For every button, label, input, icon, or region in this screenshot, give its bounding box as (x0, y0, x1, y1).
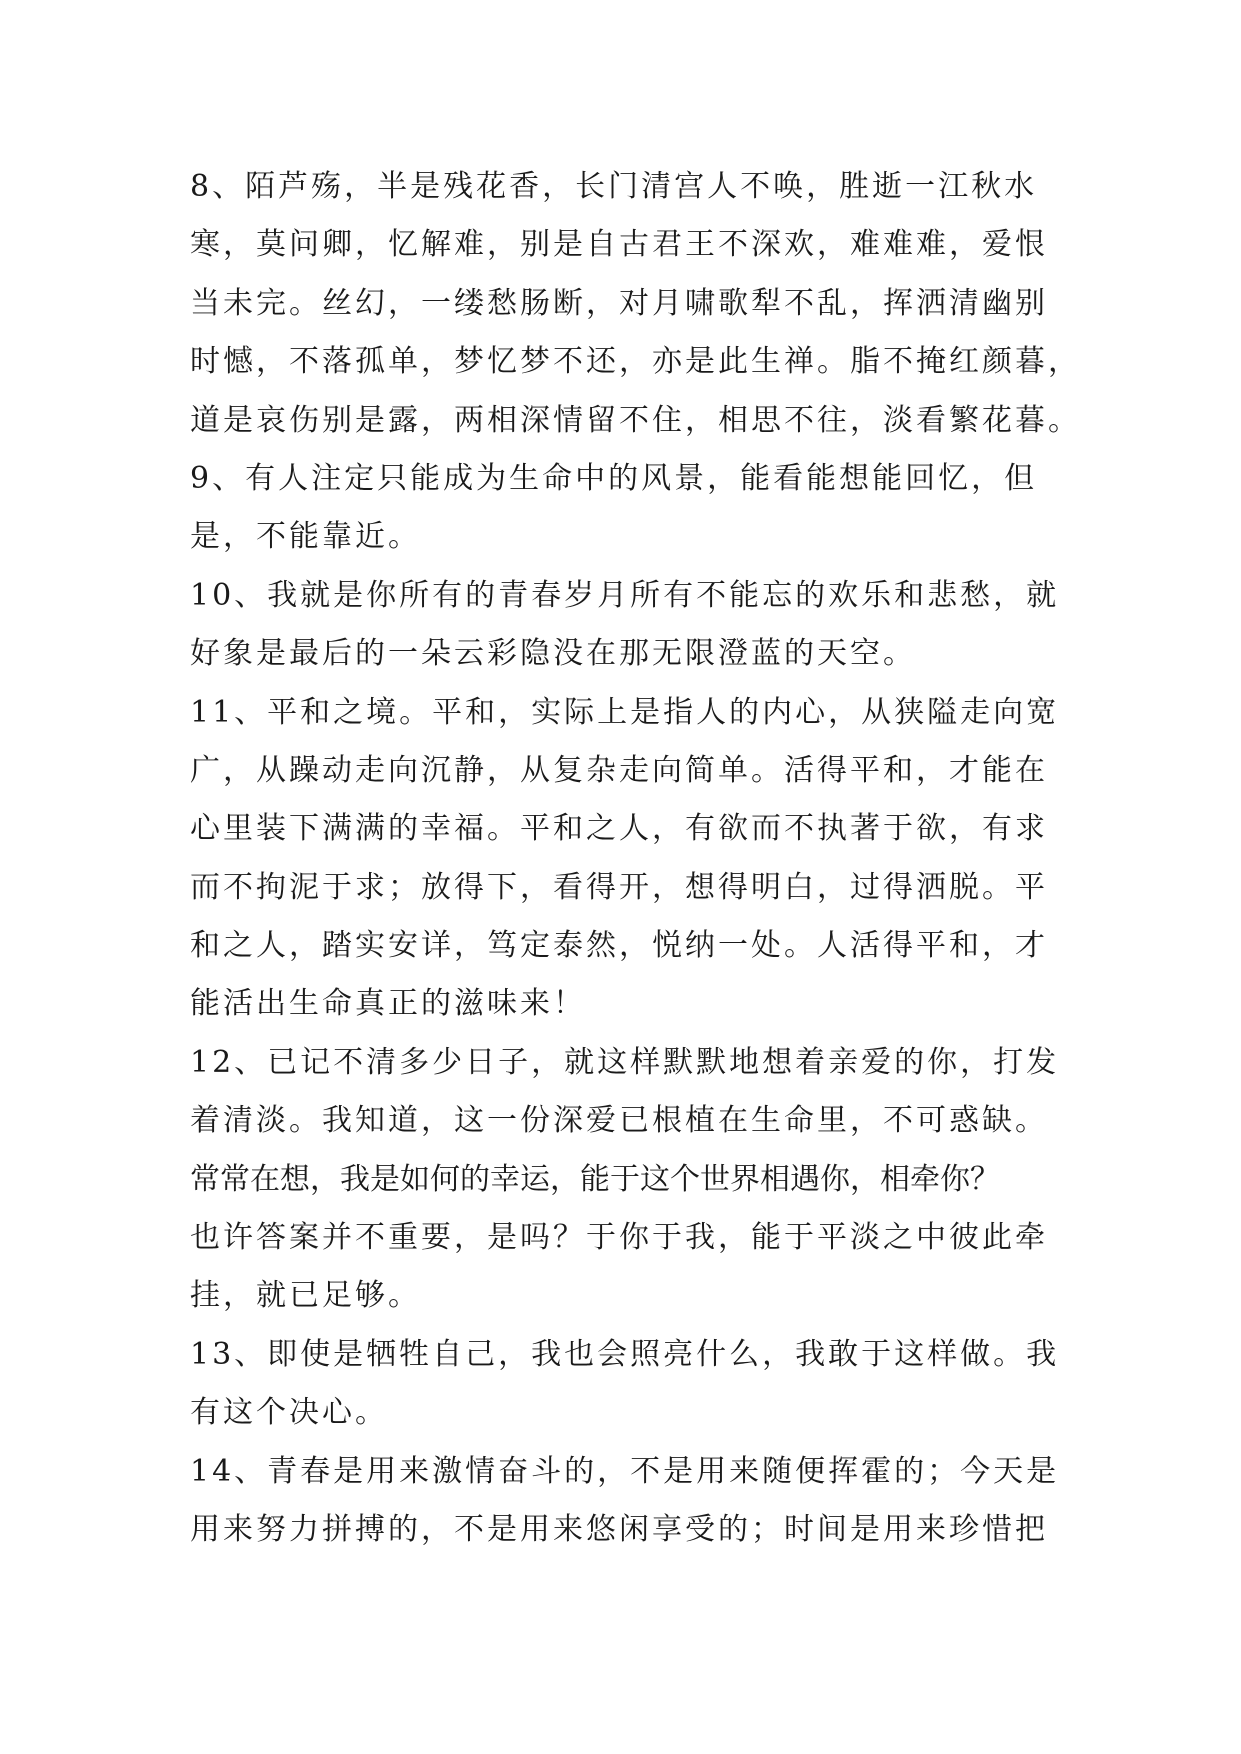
text-line: 也许答案并不重要，是吗？于你于我，能于平淡之中彼此牵 (190, 1220, 1048, 1256)
text-line: 能活出生命真正的滋味来！ (190, 986, 586, 1022)
text-line: 9、有人注定只能成为生命中的风景，能看能想能回忆，但 (190, 460, 1038, 496)
text-line: 是，不能靠近。 (190, 519, 421, 555)
text-line: 道是哀伤别是露，两相深情留不住，相思不往，淡看繁花暮。 (190, 402, 1081, 438)
text-line: 而不拘泥于求；放得下，看得开，想得明白，过得洒脱。平 (190, 869, 1048, 905)
text-line: 12、已记不清多少日子，就这样默默地想着亲爱的你，打发 (190, 1044, 1060, 1080)
text-line: 11、平和之境。平和，实际上是指人的内心，从狭隘走向宽 (190, 694, 1060, 730)
text-line: 和之人，踏实安详，笃定泰然，悦纳一处。人活得平和，才 (190, 928, 1048, 964)
text-line: 广，从躁动走向沉静，从复杂走向简单。活得平和，才能在 (190, 752, 1048, 788)
text-line: 时憾，不落孤单，梦忆梦不还，亦是此生禅。脂不掩红颜暮， (190, 344, 1081, 380)
text-line: 当未完。丝幻，一缕愁肠断，对月啸歌犁不乱，挥洒清幽别 (190, 285, 1048, 321)
text-line: 用来努力拼搏的，不是用来悠闲享受的；时间是用来珍惜把 (190, 1511, 1048, 1547)
document-body (190, 158, 1081, 1559)
text-line: 有这个决心。 (190, 1395, 388, 1431)
text-line: 心里装下满满的幸福。平和之人，有欲而不执著于欲，有求 (190, 811, 1048, 847)
text-line: 寒，莫问卿，忆解难，别是自古君王不深欢，难难难，爱恨 (190, 227, 1048, 263)
text-line: 8、陌芦殇，半是残花香，长门清宫人不唤，胜逝一江秋水 (190, 169, 1038, 204)
text-line: 常常在想，我是如何的幸运，能于这个世界相遇你，相牵你？ (190, 1161, 1000, 1197)
text-line: 着清淡。我知道，这一份深爱已根植在生命里，不可惑缺。 (190, 1103, 1048, 1139)
text-line: 挂，就已足够。 (190, 1278, 421, 1314)
text-line: 好象是最后的一朵云彩隐没在那无限澄蓝的天空。 (190, 636, 916, 672)
text-line: 10、我就是你所有的青春岁月所有不能忘的欢乐和悲愁，就 (190, 577, 1060, 613)
text-line: 13、即使是牺牲自己，我也会照亮什么，我敢于这样做。我 (190, 1336, 1060, 1372)
text-line: 14、青春是用来激情奋斗的，不是用来随便挥霍的；今天是 (190, 1453, 1060, 1489)
